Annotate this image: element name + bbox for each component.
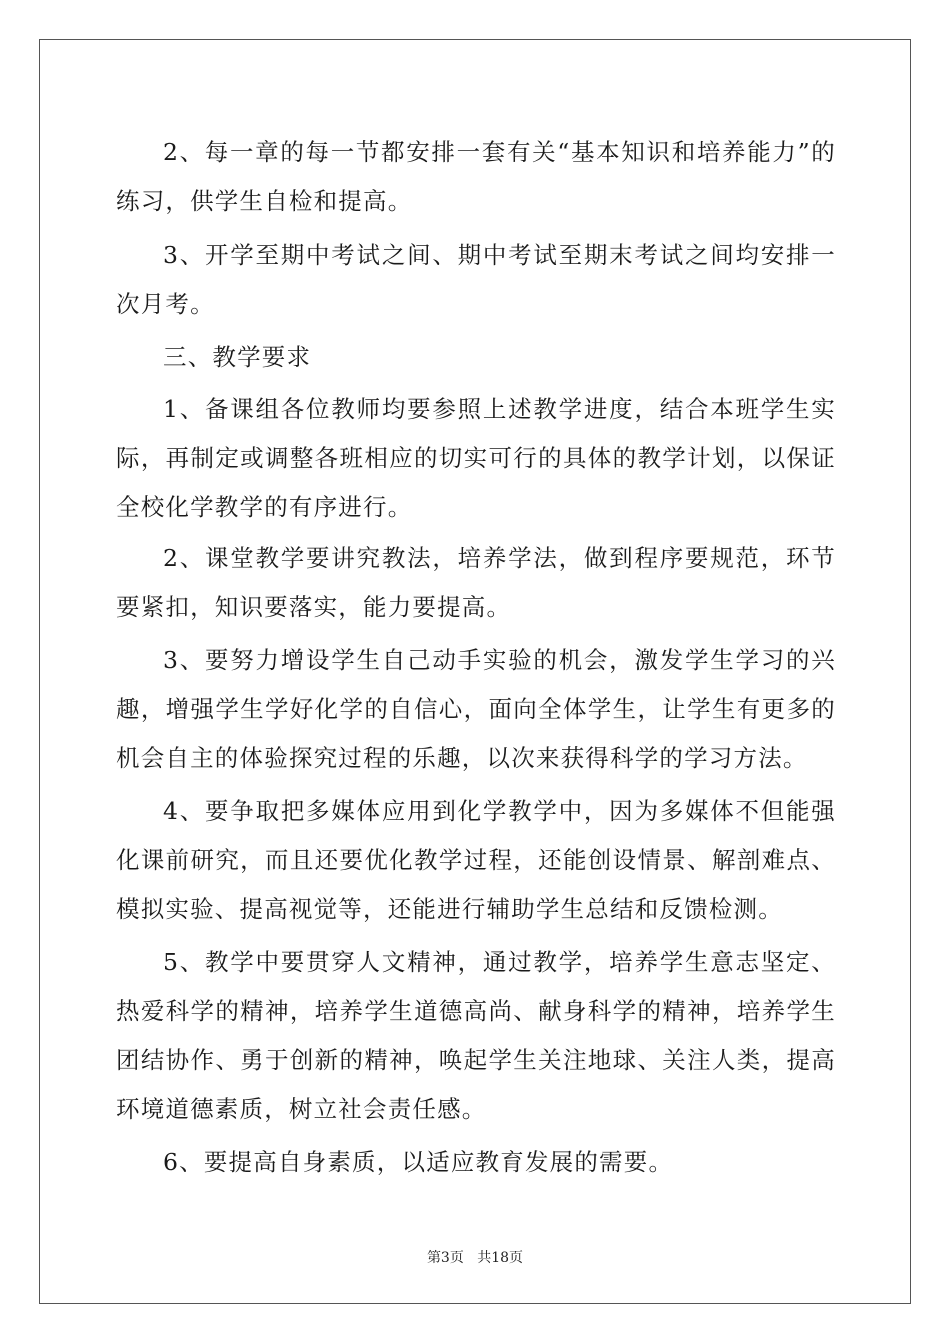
page-total: 共18页 <box>477 1250 524 1266</box>
paragraph-exercises: 2、每一章的每一节都安排一套有关“基本知识和培养能力”的练习，供学生自检和提高。 <box>116 138 836 215</box>
paragraph-requirement-2: 2、课堂教学要讲究教法，培养学法，做到程序要规范，环节要紧扣，知识要落实，能力要提高。 <box>116 544 836 621</box>
paragraph-requirement-5: 5、教学中要贯穿人文精神，通过教学，培养学生意志坚定、热爱科学的精神，培养学生道德高尚、献身科学的精神，培养学生团结协作、勇于创新的精神，唤起学生关注地球、关注人类，提高环境道德素质，树立社会责任感。 <box>116 948 836 1123</box>
paragraph-requirement-3: 3、要努力增设学生自己动手实验的机会，激发学生学习的兴趣，增强学生学好化学的自信心，面向全体学生，让学生有更多的机会自主的体验探究过程的乐趣，以次来获得科学的学习方法。 <box>116 646 836 772</box>
document-body <box>116 128 836 1187</box>
paragraph-requirement-4: 4、要争取把多媒体应用到化学教学中，因为多媒体不但能强化课前研究，而且还要优化教学过程，还能创设情景、解剖难点、模拟实验、提高视觉等，还能进行辅助学生总结和反馈检测。 <box>116 797 836 923</box>
paragraph-requirement-6: 6、要提高自身素质，以适应教育发展的需要。 <box>163 1148 674 1176</box>
section-heading-teaching-requirements: 三、教学要求 <box>163 343 312 371</box>
page-number: 第3页 <box>426 1250 464 1266</box>
page-footer <box>0 1247 950 1267</box>
paragraph-monthly-exam: 3、开学至期中考试之间、期中考试至期末考试之间均安排一次月考。 <box>116 241 836 318</box>
paragraph-requirement-1: 1、备课组各位教师均要参照上述教学进度，结合本班学生实际，再制定或调整各班相应的切实可行的具体的教学计划，以保证全校化学教学的有序进行。 <box>116 395 836 521</box>
